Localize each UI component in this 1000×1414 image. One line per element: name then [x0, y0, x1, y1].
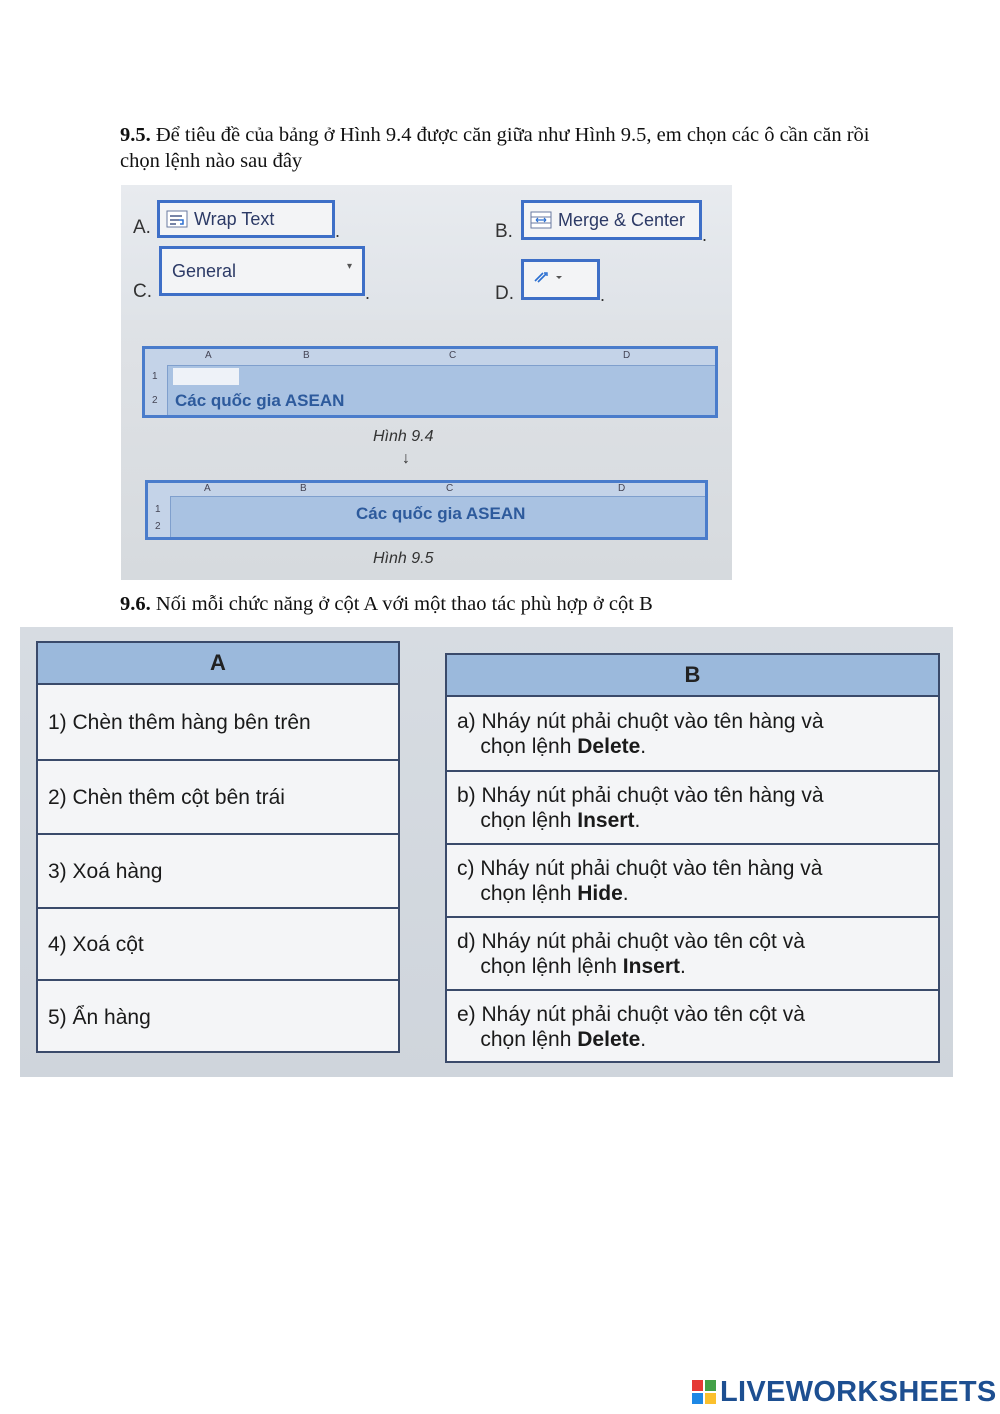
logo-text: LIVEWORKSHEETS [720, 1375, 997, 1408]
figure-9-4-caption: Hình 9.4 [373, 428, 434, 445]
option-b-letter: B. [495, 221, 513, 242]
option-d-dot: . [600, 285, 606, 305]
option-a-wrap-text-button[interactable] [157, 200, 335, 238]
column-a-header: A [204, 483, 211, 494]
option-c-number-format-dropdown[interactable] [159, 246, 365, 296]
row-header-column [148, 496, 171, 537]
column-c-header: C [446, 483, 454, 494]
option-b-label: Merge & Center [558, 209, 686, 230]
figure-9-5-title: Các quốc gia ASEAN [356, 504, 526, 523]
table-b-item-c: c) Nháy nút phải chuột vào tên hàng và chọn lệnh Hide. [447, 843, 938, 916]
figure-9-5-caption: Hình 9.5 [373, 550, 434, 567]
column-c-header: C [449, 350, 457, 361]
text-orientation-icon [532, 269, 568, 290]
question-text: Để tiêu đề của bảng ở Hình 9.4 được căn giữa như Hình 9.5, em chọn các ô cần căn rồi chọn lệnh nào sau đây [120, 124, 870, 172]
table-b-item-d: d) Nháy nút phải chuột vào tên cột và chọn lệnh lệnh Insert. [447, 916, 938, 989]
question-number: 9.5. [120, 124, 151, 146]
figure-9-5-spreadsheet [145, 480, 708, 540]
table-a-item-5: 5) Ẩn hàng [38, 979, 398, 1053]
table-a [36, 641, 400, 1053]
row-1-header: 1 [155, 504, 161, 515]
options-panel [121, 185, 732, 320]
column-d-header: D [618, 483, 626, 494]
row-2-header: 2 [155, 521, 161, 532]
wrap-text-icon [166, 210, 188, 228]
column-header-row [148, 483, 705, 497]
question-number: 9.6. [120, 593, 151, 615]
table-b-item-b: b) Nháy nút phải chuột vào tên hàng và chọn lệnh Insert. [447, 770, 938, 843]
figure-photo-options [121, 185, 732, 580]
question-9-6 [120, 591, 900, 617]
table-a-header: A [38, 643, 398, 685]
table-a-item-3: 3) Xoá hàng [38, 833, 398, 907]
row-1-header: 1 [152, 371, 158, 382]
column-b-header: B [303, 350, 310, 361]
table-a-item-1: 1) Chèn thêm hàng bên trên [48, 710, 311, 734]
figure-9-4-spreadsheet [142, 346, 718, 418]
column-d-header: D [623, 350, 631, 361]
merge-center-icon [530, 211, 552, 229]
figures-panel [121, 320, 732, 580]
row-2-header: 2 [152, 395, 158, 406]
figure-9-4-title: Các quốc gia ASEAN [175, 391, 345, 410]
figure-photo-matching-tables [20, 627, 953, 1077]
row-header-column [145, 365, 168, 415]
liveworksheets-logo[interactable] [692, 1375, 997, 1409]
column-b-header: B [300, 483, 307, 494]
column-header-row [145, 349, 715, 366]
column-a-header: A [205, 350, 212, 361]
table-b [445, 653, 940, 1063]
option-c-dot: . [365, 283, 371, 303]
table-b-item-e: e) Nháy nút phải chuột vào tên cột và chọn lệnh Delete. [447, 989, 938, 1063]
question-text: Nối mỗi chức năng ở cột A với một thao tác phù hợp ở cột B [150, 593, 653, 615]
option-b-dot: . [702, 225, 708, 245]
option-d-letter: D. [495, 283, 514, 304]
option-a-label: Wrap Text [194, 208, 275, 229]
table-b-item-a: a) Nháy nút phải chuột vào tên hàng và chọn lệnh Delete. [457, 709, 824, 758]
option-a-letter: A. [133, 217, 151, 238]
table-a-item-4: 4) Xoá cột [38, 907, 398, 979]
option-c-letter: C. [133, 281, 152, 302]
logo-grid-icon [692, 1380, 716, 1404]
option-c-label: General [172, 261, 237, 281]
table-b-header: B [447, 655, 938, 697]
option-d-orientation-button[interactable] [521, 259, 600, 300]
selected-cell-a1 [173, 368, 239, 385]
question-9-5 [120, 122, 900, 174]
down-arrow-icon: ↓ [402, 450, 410, 467]
option-b-merge-center-button[interactable] [521, 200, 702, 240]
option-a-dot: . [335, 221, 341, 241]
dropdown-arrow-icon: ▾ [346, 261, 352, 272]
table-a-item-2: 2) Chèn thêm cột bên trái [38, 759, 398, 833]
